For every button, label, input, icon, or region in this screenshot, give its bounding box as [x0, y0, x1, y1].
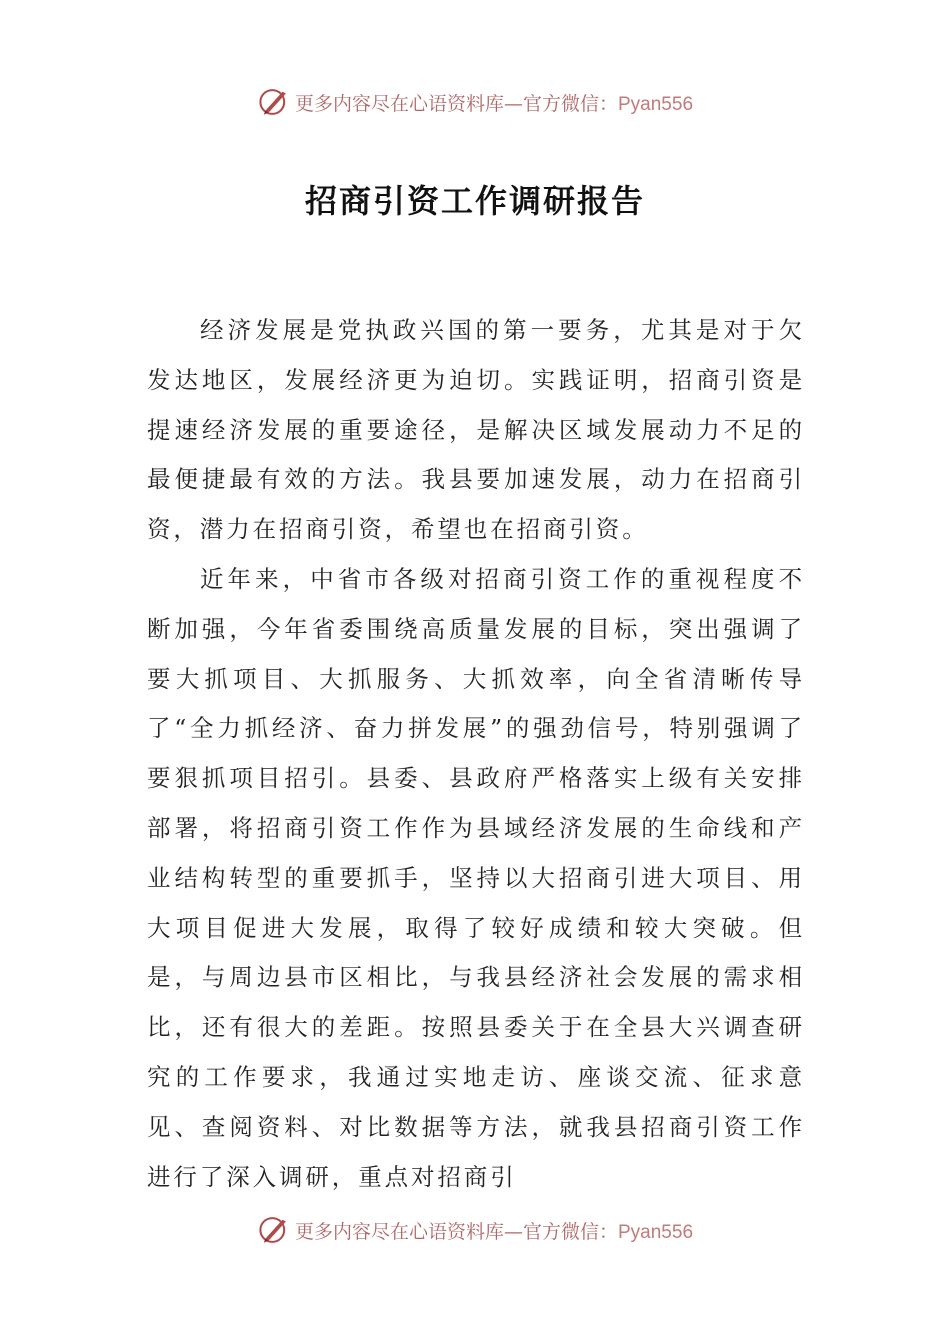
paragraph-1: 经济发展是党执政兴国的第一要务，尤其是对于欠发达地区，发展经济更为迫切。实践证明，招商引资是提速经济发展的重要途径，是解决区域发展动力不足的最便捷最有效的方法。我县要加速发展，动力在招商引资，潜力在招商引资，希望也在招商引资。: [147, 316, 805, 544]
watermark-suffix: 官方微信：: [522, 92, 618, 115]
paragraph-2: 近年来，中省市各级对招商引资工作的重视程度不断加强，今年省委围绕高质量发展的目标，突出强调了要大抓项目、大抓服务、大抓效率，向全省清晰传导了“全力抓经济、奋力拼发展”的强劲信号，特别强调了要狠抓项目招引。县委、县政府严格落实上级有关安排部署，将招商引资工作作为县域经济发展的生命线和产业结构转型的重要抓手，坚持以大招商引进大项目、用大项目促进大发展，取得了较好成绩和较大突破。但是，与周边县市区相比，与我县经济社会发展的需求相比，还有很大的差距。按照县委关于在全县大兴调查研究的工作要求，我通过实地走访、座谈交流、征求意见、查阅资料、对比数据等方法，就我县招商引资工作进行了深入调研，重点对招商引: [147, 564, 805, 1191]
footer-watermark: [0, 1210, 950, 1250]
pen-logo-icon: [257, 85, 291, 119]
watermark-text: [295, 1217, 693, 1244]
document-title: 招商引资工作调研报告: [304, 182, 645, 220]
watermark-main: 更多内容尽在心语资料库: [294, 92, 504, 115]
watermark-suffix: 官方微信：: [522, 1220, 618, 1243]
watermark-dash: —: [503, 1220, 523, 1243]
watermark-text: [295, 89, 693, 116]
watermark-main: 更多内容尽在心语资料库: [294, 1220, 504, 1243]
header-watermark: [0, 82, 950, 122]
watermark-dash: —: [503, 92, 523, 115]
watermark-handle: Pyan556: [618, 1221, 694, 1243]
pen-logo-icon: [257, 1213, 291, 1247]
document-body: [147, 306, 805, 1202]
watermark-handle: Pyan556: [618, 93, 694, 115]
